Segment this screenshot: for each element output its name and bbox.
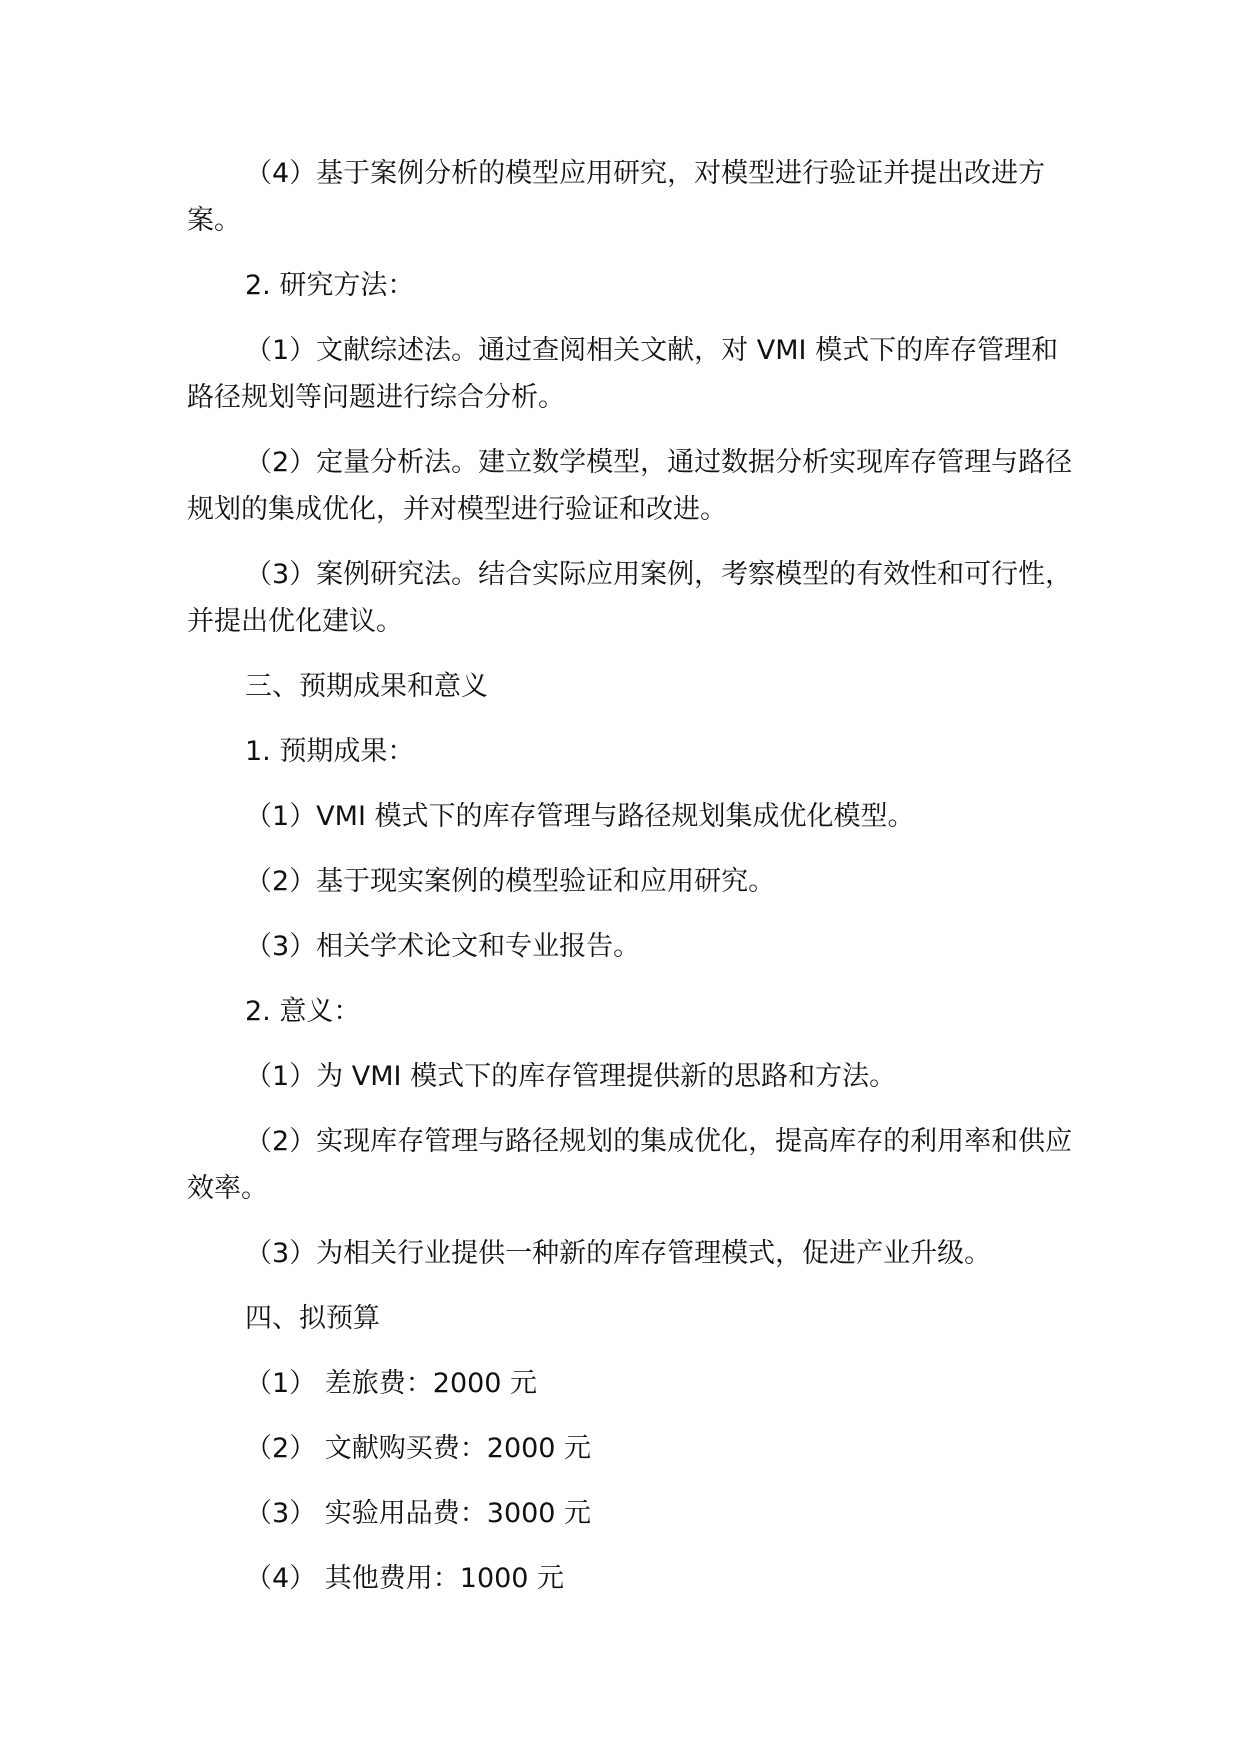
list-item-significance-3: （3）为相关行业提供一种新的库存管理模式，促进产业升级。 <box>245 1238 992 1269</box>
budget-item-travel: （1） 差旅费：2000 元 <box>245 1368 538 1399</box>
paragraph-method-quantitative-analysis: （2）定量分析法。建立数学模型，通过数据分析实现库存管理与路径规划的集成优化，并对模型进行验证和改进。 <box>187 447 1073 525</box>
heading-research-methods: 2. 研究方法： <box>245 270 415 301</box>
paragraph-method-literature-review: （1）文献综述法。通过查阅相关文献，对 VMI 模式下的库存管理和路径规划等问题进行综合分析。 <box>187 335 1059 413</box>
document-body <box>187 150 1077 1620</box>
list-item-result-2: （2）基于现实案例的模型验证和应用研究。 <box>245 866 776 897</box>
paragraph-method-case-study: （3）案例研究法。结合实际应用案例，考察模型的有效性和可行性，并提出优化建议。 <box>187 559 1073 637</box>
budget-item-other: （4） 其他费用：1000 元 <box>245 1563 565 1594</box>
budget-item-literature: （2） 文献购买费：2000 元 <box>245 1433 592 1464</box>
list-item-significance-2: （2）实现库存管理与路径规划的集成优化，提高库存的利用率和供应效率。 <box>187 1126 1073 1204</box>
list-item-significance-1: （1）为 VMI 模式下的库存管理提供新的思路和方法。 <box>245 1061 897 1092</box>
section-heading-budget: 四、拟预算 <box>245 1303 380 1334</box>
list-item-result-1: （1）VMI 模式下的库存管理与路径规划集成优化模型。 <box>245 801 915 832</box>
paragraph-research-content-4: （4）基于案例分析的模型应用研究，对模型进行验证并提出改进方案。 <box>187 158 1046 236</box>
heading-expected-results: 1. 预期成果： <box>245 736 415 767</box>
section-heading-expected-results: 三、预期成果和意义 <box>245 671 488 702</box>
heading-significance: 2. 意义： <box>245 996 361 1027</box>
budget-item-experiment-supplies: （3） 实验用品费：3000 元 <box>245 1498 592 1529</box>
list-item-result-3: （3）相关学术论文和专业报告。 <box>245 931 641 962</box>
